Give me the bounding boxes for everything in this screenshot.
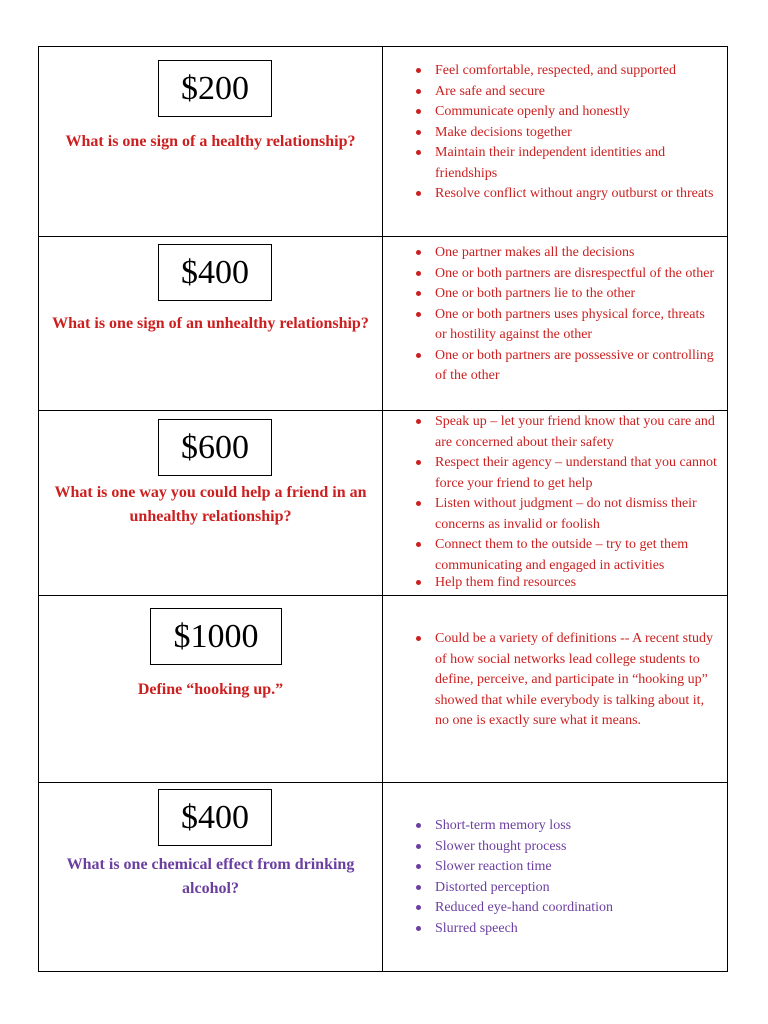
question-cell — [39, 411, 383, 595]
answer-list — [383, 816, 719, 939]
answer-item: One partner makes all the decisions — [383, 243, 719, 264]
answer-cell — [383, 596, 727, 782]
answer-item: Reduced eye-hand coordination — [383, 898, 719, 919]
answer-cell — [383, 237, 727, 410]
answer-list — [383, 412, 719, 594]
amount-box: $400 — [158, 244, 272, 301]
amount-box: $200 — [158, 60, 272, 117]
answer-item: One or both partners lie to the other — [383, 284, 719, 305]
answer-cell — [383, 47, 727, 236]
question-text: Define “hooking up.” — [137, 681, 284, 698]
amount-box: $600 — [158, 419, 272, 476]
answer-item: Make decisions together — [383, 123, 719, 144]
answer-item: Distorted perception — [383, 878, 719, 899]
question-text: What is one sign of a healthy relationship? — [65, 133, 356, 150]
answer-item: Could be a variety of definitions -- A recent study of how social networks lead college students to define, perceive, and participate in “hooking up” showed that while everybody is talking about it, no one is exactly sure what it means. — [383, 629, 719, 732]
answer-item: Short-term memory loss — [383, 816, 719, 837]
answer-item: Speak up – let your friend know that you care and are concerned about their safety — [383, 412, 719, 453]
answer-list — [383, 629, 719, 732]
answer-item: Communicate openly and honestly — [383, 102, 719, 123]
answer-item: Slower reaction time — [383, 857, 719, 878]
answer-list — [383, 61, 719, 205]
card-row — [39, 411, 727, 596]
question-cell — [39, 596, 383, 782]
answer-item: One or both partners are disrespectful of the other — [383, 264, 719, 285]
answer-item: Maintain their independent identities and friendships — [383, 143, 719, 184]
amount-box: $400 — [158, 789, 272, 846]
jeopardy-card-table — [38, 46, 728, 972]
answer-item: Slurred speech — [383, 919, 719, 940]
answer-item: Help them find resources — [383, 573, 719, 594]
answer-item: Respect their agency – understand that you cannot force your friend to get help — [383, 453, 719, 494]
question-text: What is one chemical effect from drinking alcohol? — [66, 856, 355, 897]
answer-item: Slower thought process — [383, 837, 719, 858]
card-row — [39, 237, 727, 411]
question-cell — [39, 237, 383, 410]
answer-cell — [383, 411, 727, 595]
amount-box: $1000 — [150, 608, 282, 665]
answer-item: Feel comfortable, respected, and supported — [383, 61, 719, 82]
answer-item: One or both partners uses physical force, threats or hostility against the other — [383, 305, 719, 346]
answer-item: Resolve conflict without angry outburst or threats — [383, 184, 719, 205]
question-text: What is one sign of an unhealthy relationship? — [52, 315, 369, 332]
question-text: What is one way you could help a friend in an unhealthy relationship? — [54, 484, 367, 525]
answer-item: Connect them to the outside – try to get them communicating and engaged in activities — [383, 535, 719, 576]
card-row — [39, 47, 727, 237]
card-row — [39, 596, 727, 783]
answer-item: Are safe and secure — [383, 82, 719, 103]
answer-item: Listen without judgment – do not dismiss their concerns as invalid or foolish — [383, 494, 719, 535]
answer-cell — [383, 783, 727, 971]
answer-item: One or both partners are possessive or controlling of the other — [383, 346, 719, 387]
question-cell — [39, 47, 383, 236]
card-row — [39, 783, 727, 971]
answer-list — [383, 243, 719, 387]
question-cell — [39, 783, 383, 971]
